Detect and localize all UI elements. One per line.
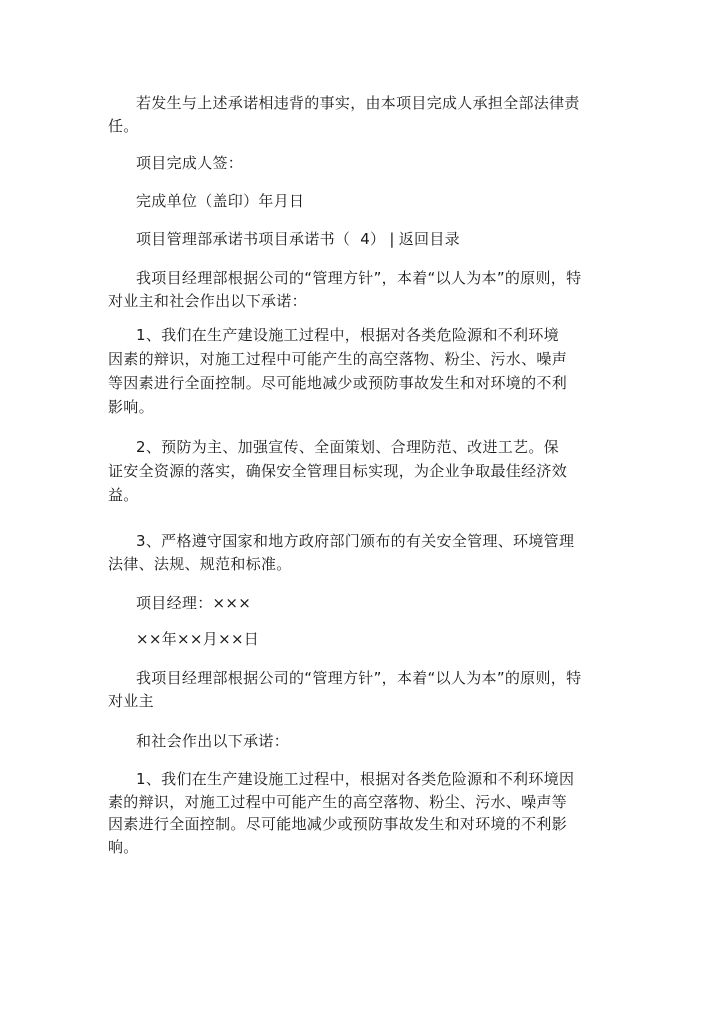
heading-separator: | <box>389 230 395 248</box>
list-item-1b: 1、我们在生产建设施工过程中，根据对各类危险源和不利环境因素的辩识，对施工过程中可能产生的高空落物、粉尘、污水、噪声等因素进行全面控制。尽可能地减少或预防事故发生和对环境的不利影响。 <box>108 770 575 856</box>
list-item-3: 3、严格遵守国家和地方政府部门颁布的有关安全管理、环境管理法律、法规、规范和标准。 <box>108 532 575 573</box>
heading-number: 4） <box>360 230 386 248</box>
return-to-toc-link[interactable]: 返回目录 <box>398 230 460 248</box>
manager-line: 项目经理：××× <box>136 594 252 612</box>
list-item-1a-rest: 因素的辩识，对施工过程中可能产生的高空落物、粉尘、污水、噪声等因素进行全面控制。尽可能地减少或预防事故发生和对环境的不利影响。 <box>108 350 568 416</box>
list-item-2 <box>108 435 582 507</box>
paragraph-liability: 若发生与上述承诺相违背的事实，由本项目完成人承担全部法律责任。 <box>108 94 580 135</box>
signer-label: 项目完成人签： <box>136 154 244 172</box>
list-item-2-first-line: 2、预防为主、加强宣传、全面策划、合理防范、改进工艺。保 <box>136 438 559 456</box>
list-item-1a-first-line: 1、我们在生产建设施工过程中，根据对各类危险源和不利环境 <box>136 326 559 344</box>
unit-date-line: 完成单位（盖印）年月日 <box>136 192 305 210</box>
paragraph-intro-2-cont: 和社会作出以下承诺： <box>136 732 290 750</box>
paragraph-intro-2: 我项目经理部根据公司的“管理方针”，本着“以人为本”的原则，特对业主 <box>108 669 582 710</box>
section-heading <box>136 228 460 250</box>
list-item-2-rest: 证安全资源的落实，确保安全管理目标实现，为企业争取最佳经济效益。 <box>108 462 568 504</box>
date-line: ××年××月××日 <box>136 630 260 648</box>
list-item-1a <box>108 323 582 419</box>
heading-title: 项目管理部承诺书项目承诺书（ <box>136 230 351 248</box>
paragraph-intro-1: 我项目经理部根据公司的“管理方针”，本着“以人为本”的原则，特对业主和社会作出以下承诺： <box>108 269 582 310</box>
